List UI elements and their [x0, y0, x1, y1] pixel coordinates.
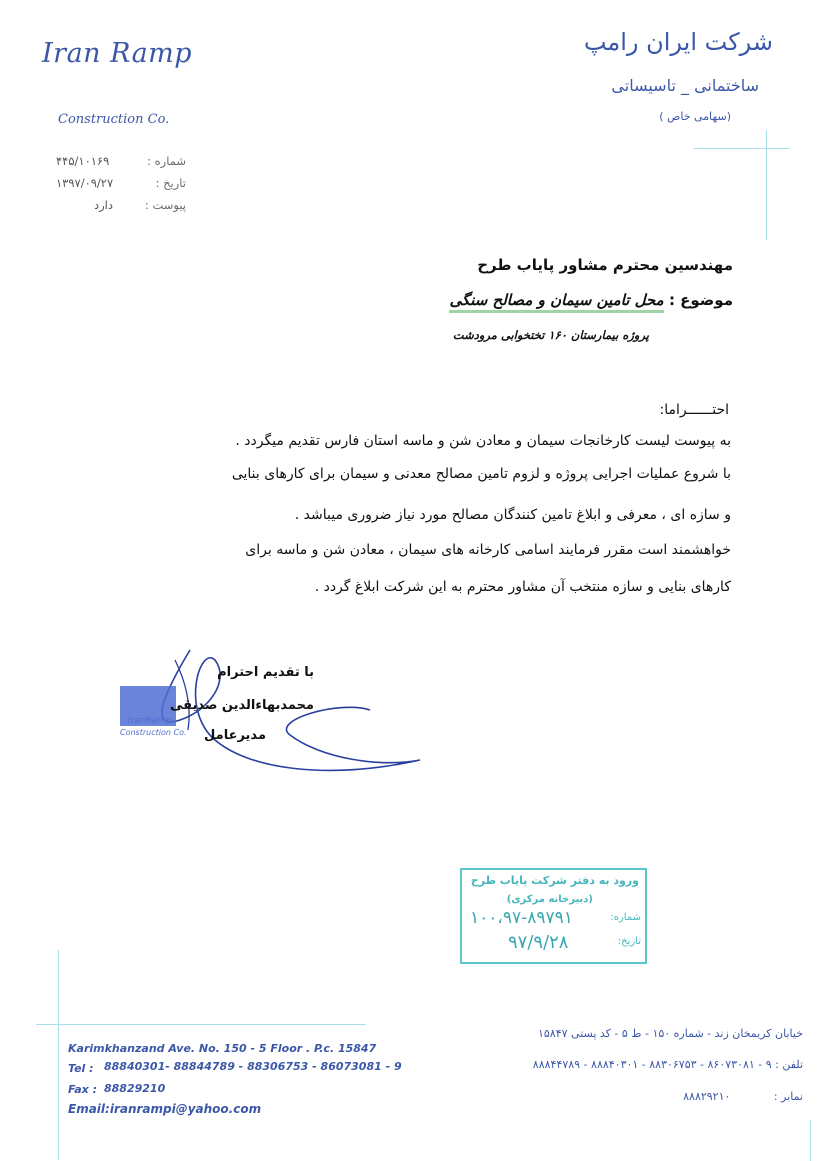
stamp-date-value: ۹۷/۹/۲۸ — [508, 932, 569, 953]
decorative-line — [766, 130, 767, 240]
addressee: مهندسین محترم مشاور پایاب طرح — [477, 256, 733, 274]
signer-title: مدیرعامل — [204, 728, 266, 743]
stamp-number-value: ۱۰۰،۹۷-۸۹۷۹۱ — [470, 908, 573, 928]
footer-fax-fa — [683, 1090, 803, 1103]
subject-text: محل تامین سیمان و مصالح سنگی — [449, 291, 663, 313]
company-logo-english-subtitle: Construction Co. — [58, 112, 170, 127]
date-label: تاریخ : — [155, 176, 186, 190]
subject-line — [449, 291, 733, 309]
footer-tel-fa-label: تلفن : — [775, 1058, 803, 1071]
signer-name: محمدبهاءالدین صدیقی — [169, 698, 314, 713]
stamp-title: ورود به دفتر شرکت پایاب طرح — [470, 874, 639, 887]
subject-label: موضوع : — [668, 291, 733, 309]
body-line: و سازه ای ، معرفی و ابلاغ تامین کنندگان مصالح مورد نیاز ضروری میباشد . — [294, 507, 731, 523]
date-value: ۱۳۹۷/۰۹/۲۷ — [56, 176, 114, 190]
company-logo-english: Iran Ramp — [42, 38, 193, 69]
project-title: پروژه بیمارستان ۱۶۰ تختخوابی مرودشت — [452, 328, 649, 342]
received-stamp — [460, 868, 647, 964]
stamp-date-label: تاریخ: — [617, 936, 641, 947]
body-line: با شروع عملیات اجرایی پروژه و لزوم تامین مصالح معدنی و سیمان برای کارهای بنایی — [231, 466, 731, 482]
decorative-line — [58, 950, 59, 1160]
decorative-line — [694, 148, 789, 149]
company-logo-persian-subtitle: ساختمانی _ تاسیساتی — [611, 76, 759, 95]
company-type-label: (سهامی خاص ) — [659, 110, 731, 123]
seal-text-en2: Construction Co. — [120, 728, 187, 737]
stamp-subtitle: (دبیرخانه مرکزی) — [506, 894, 593, 905]
footer-fax-fa-value: ۸۸۸۲۹۲۱۰ — [683, 1090, 731, 1103]
greeting: احتــــــراما: — [659, 402, 729, 418]
number-value: ۴۴۵/۱۰۱۶۹ — [56, 154, 110, 168]
decorative-line — [810, 1120, 811, 1161]
body-line: کارهای بنایی و سازه منتخب آن مشاور محترم به این شرکت ابلاغ گردد . — [314, 579, 731, 595]
stamp-number-label: شماره: — [610, 912, 641, 923]
body-line: به پیوست لیست کارخانجات سیمان و معادن شن و ماسه استان فارس تقدیم میگردد . — [235, 433, 731, 449]
company-logo-persian: شرکت ایران رامپ — [583, 28, 773, 56]
footer-tel-fa — [533, 1058, 803, 1071]
seal-text-en: IranRamp — [128, 716, 172, 726]
decorative-line — [36, 1024, 366, 1025]
closing-text: با تقدیم احترام — [217, 665, 314, 680]
attachment-label: پیوست : — [144, 198, 186, 212]
attachment-value: دارد — [94, 198, 113, 212]
footer-tel-value: 88840301- 88844789 - 88306753 - 86073081 - 9 — [104, 1060, 402, 1073]
body-line: خواهشمند است مقرر فرمایند اسامی کارخانه های سیمان ، معادن شن و ماسه برای — [245, 542, 731, 558]
footer-email: Email:iranrampi@yahoo.com — [68, 1102, 262, 1116]
number-label: شماره : — [147, 154, 186, 168]
footer-address-fa: خیابان کریمخان زند - شماره ۱۵۰ - ط ۵ - کد پستی ۱۵۸۴۷ — [537, 1027, 803, 1040]
footer-tel-fa-value: ۹ - ۸۶۰۷۳۰۸۱ - ۸۸۳۰۶۷۵۳ - ۸۸۸۴۰۳۰۱ - ۸۸۸۴۴۷۸۹ — [532, 1058, 772, 1071]
footer-fax-value: 88829210 — [104, 1082, 166, 1095]
footer-address-en: Karimkhanzand Ave. No. 150 - 5 Floor . P.c. 15847 — [68, 1042, 377, 1055]
footer-fax-label: Fax : — [68, 1083, 97, 1096]
footer-fax-fa-label: نمابر : — [773, 1090, 803, 1103]
letter-meta — [56, 154, 186, 220]
footer-tel-label: Tel : — [68, 1062, 94, 1075]
